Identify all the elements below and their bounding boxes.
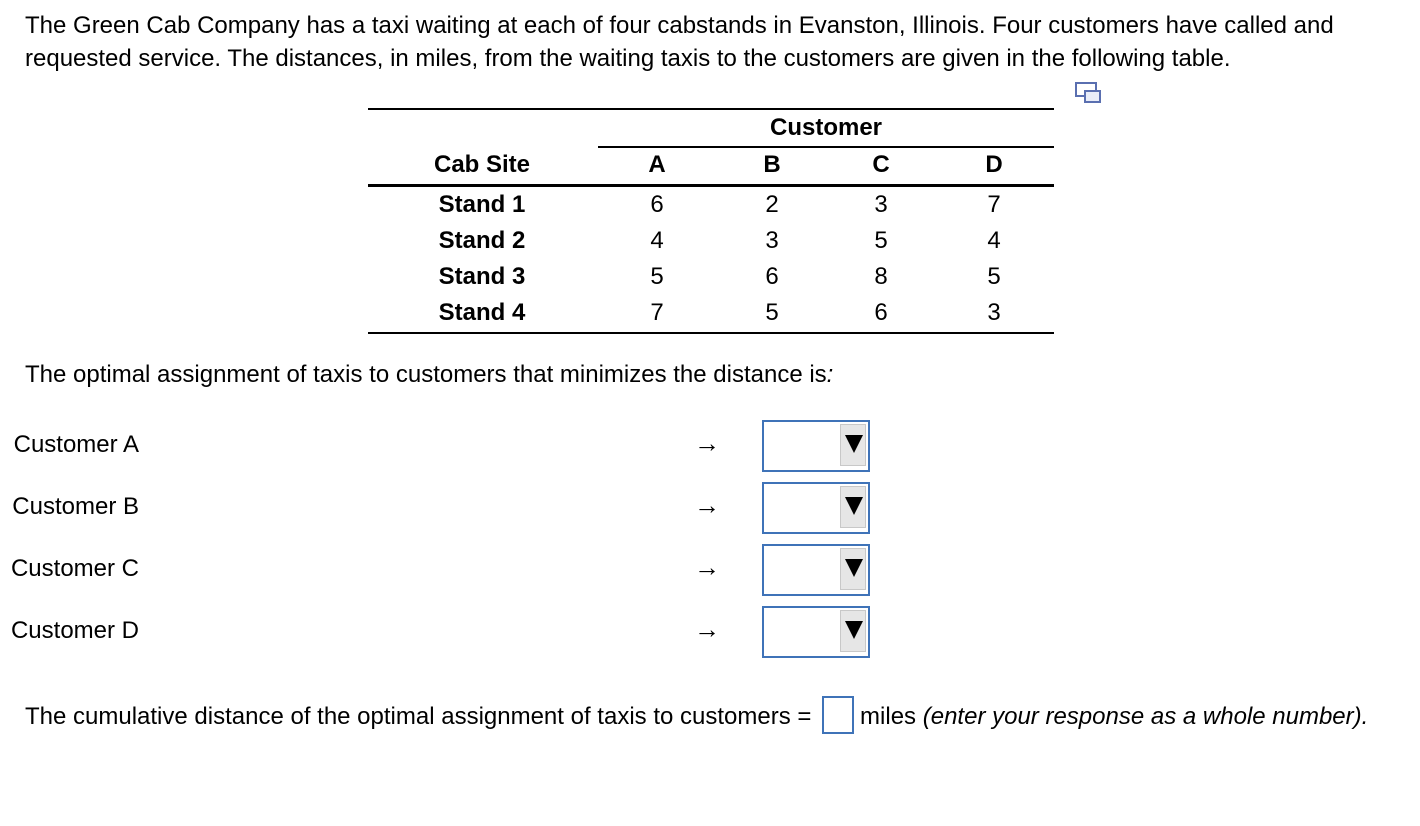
table-cell: 4 <box>650 227 664 254</box>
assignment-row-d <box>0 606 900 658</box>
table-cell: 5 <box>765 299 779 326</box>
dropdown-button[interactable] <box>840 424 866 466</box>
dropdown-button[interactable] <box>840 548 866 590</box>
assignment-label-customer-b: Customer B <box>12 493 139 520</box>
table-cell: 5 <box>650 263 664 290</box>
table-bottom-rule <box>368 332 1054 334</box>
assignment-row-c <box>0 544 900 596</box>
customer-b-stand-select[interactable] <box>762 482 870 534</box>
table-cell: 3 <box>874 191 888 218</box>
chevron-down-icon <box>845 435 863 453</box>
table-cell: 5 <box>987 263 1001 290</box>
cumulative-hint: (enter your response as a whole number). <box>922 703 1369 730</box>
assignment-label-customer-c: Customer C <box>10 555 139 582</box>
table-cell: 6 <box>874 299 888 326</box>
customer-a-stand-select[interactable] <box>762 420 870 472</box>
cab-site-header: Cab Site <box>433 151 531 178</box>
copy-table-icon[interactable] <box>1075 82 1103 104</box>
row-label-stand-2: Stand 2 <box>438 227 526 254</box>
distance-table <box>368 108 1054 333</box>
table-cell: 5 <box>874 227 888 254</box>
chevron-down-icon <box>845 621 863 639</box>
cumulative-distance-input[interactable] <box>822 696 854 734</box>
chevron-down-icon <box>845 559 863 577</box>
customer-c-stand-select[interactable] <box>762 544 870 596</box>
column-header-d: D <box>985 151 1003 178</box>
table-cell: 7 <box>987 191 1001 218</box>
problem-intro: The Green Cab Company has a taxi waiting at each of four cabstands in Evanston, Illinois. Four customers have called and requested service. The distances, in miles, from the waiting taxis to the customers are given in the following table. <box>25 12 1334 72</box>
table-top-rule <box>368 108 1054 110</box>
table-cell: 8 <box>874 263 888 290</box>
cumulative-prefix: The cumulative distance of the optimal assignment of taxis to customers = <box>25 703 812 730</box>
optimal-text: The optimal assignment of taxis to customers that minimizes the distance is <box>25 361 827 388</box>
assignment-label-customer-d: Customer D <box>10 617 139 644</box>
row-label-stand-3: Stand 3 <box>438 263 526 290</box>
cumulative-unit: miles <box>860 703 917 730</box>
table-cell: 2 <box>765 191 779 218</box>
dropdown-button[interactable] <box>840 486 866 528</box>
cumulative-distance-prompt <box>25 696 1395 735</box>
assignment-row-b <box>0 482 900 534</box>
dropdown-button[interactable] <box>840 610 866 652</box>
customer-group-header: Customer <box>769 114 883 141</box>
assignment-row-a <box>0 420 900 472</box>
optimal-colon: : <box>826 361 834 388</box>
table-cell: 6 <box>650 191 664 218</box>
column-header-c: C <box>872 151 890 178</box>
chevron-down-icon <box>845 497 863 515</box>
right-arrow-icon: → <box>694 614 720 644</box>
customer-group-rule <box>598 146 1054 148</box>
assignment-label-customer-a: Customer A <box>13 431 139 458</box>
customer-d-stand-select[interactable] <box>762 606 870 658</box>
table-cell: 6 <box>765 263 779 290</box>
column-header-a: A <box>648 151 666 178</box>
table-cell: 7 <box>650 299 664 326</box>
row-label-stand-1: Stand 1 <box>438 191 526 218</box>
right-arrow-icon: → <box>694 428 720 458</box>
row-label-stand-4: Stand 4 <box>438 299 526 326</box>
header-rule <box>368 184 1054 187</box>
table-cell: 3 <box>765 227 779 254</box>
column-header-b: B <box>763 151 781 178</box>
right-arrow-icon: → <box>694 552 720 582</box>
table-cell: 4 <box>987 227 1001 254</box>
optimal-assignment-prompt <box>25 358 833 391</box>
right-arrow-icon: → <box>694 490 720 520</box>
table-cell: 3 <box>987 299 1001 326</box>
